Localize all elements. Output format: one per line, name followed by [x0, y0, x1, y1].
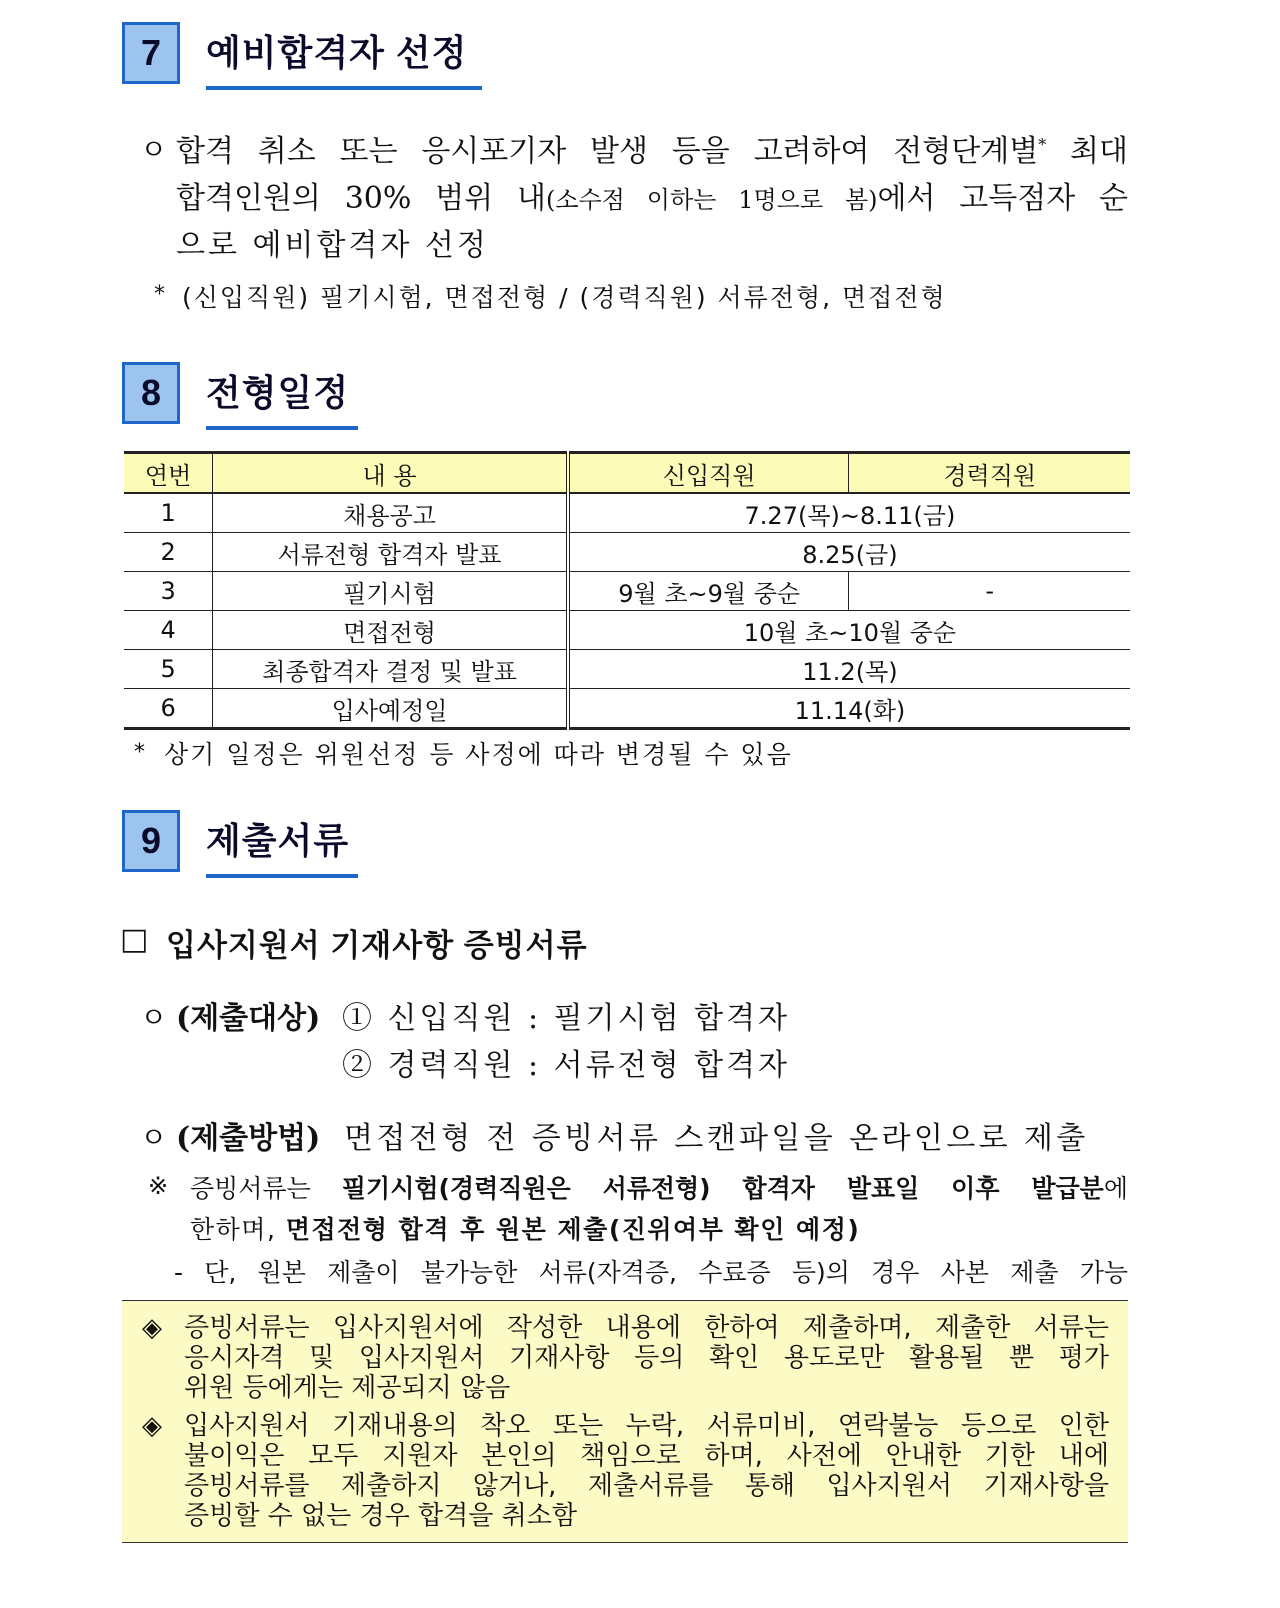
reference-line: [190, 1210, 860, 1246]
header-cell: 신입직원: [568, 453, 849, 494]
notice-line: 증빙할 수 없는 경우 합격을 취소함: [184, 1501, 577, 1531]
row-content: 면접전형: [213, 611, 568, 650]
section-number: 9: [122, 810, 180, 872]
table-row: [124, 689, 1130, 729]
emphasis: 필기시험(경력직원은 서류전형) 합격자 발표일 이후 발급분: [341, 1174, 1104, 1203]
row-content: 채용공고: [213, 493, 568, 533]
row-content: 입사예정일: [213, 689, 568, 729]
text: 최대: [1070, 134, 1128, 169]
text: 합격 취소 또는 응시포기자 발생 등을 고려하여 전형단계별: [176, 134, 1039, 169]
row-number: 3: [124, 572, 213, 611]
header-cell: 경력직원: [849, 453, 1130, 494]
emphasis: 면접전형 합격 후 원본 제출(진위여부 확인 예정): [285, 1215, 861, 1244]
header-cell: 연번: [124, 453, 213, 494]
row-number: 5: [124, 650, 213, 689]
table-row: [124, 611, 1130, 650]
bullet-circle: ㅇ: [140, 1001, 168, 1034]
method-text: 면접전형 전 증빙서류 스캔파일을 온라인으로 제출: [344, 1121, 1089, 1156]
notice-line: 위원 등에게는 제공되지 않음: [184, 1373, 511, 1403]
row-schedule: 10월 초~10월 중순: [568, 611, 1130, 650]
subheading-mark: □: [120, 922, 149, 957]
row-content: 최종합격자 결정 및 발표: [213, 650, 568, 689]
section-title: 예비합격자 선정: [206, 32, 468, 73]
row-schedule: 11.2(목): [568, 650, 1130, 689]
text: 합격인원의 30% 범위 내: [176, 181, 546, 216]
paragraph-line: [176, 173, 1128, 217]
note-text: (신입직원) 필기시험, 면접전형 / (경력직원) 서류전형, 면접전형: [182, 283, 947, 312]
text: (소수점 이하는 1명으로 봄): [545, 186, 878, 214]
notice-text: [184, 1313, 1109, 1403]
paragraph-line: [176, 126, 1128, 170]
row-number: 6: [124, 689, 213, 729]
reference-mark: ※: [148, 1172, 169, 1200]
diamond-icon: ◈: [142, 1411, 162, 1441]
table-header-row: [124, 453, 1130, 494]
title-underline: [206, 426, 358, 430]
schedule-table: [124, 451, 1130, 730]
method-label: (제출방법): [176, 1121, 321, 1156]
note-mark: *: [134, 740, 145, 765]
footnote-mark: *: [1038, 135, 1047, 154]
text: 에서 고득점자 순: [877, 181, 1128, 216]
row-number: 4: [124, 611, 213, 650]
target-item: ① 신입직원 : 필기시험 합격자: [342, 1001, 791, 1036]
table-row: [124, 572, 1130, 611]
paragraph-line: 으로 예비합격자 선정: [176, 228, 489, 263]
header-cell: 내 용: [213, 453, 568, 494]
diamond-icon: ◈: [142, 1313, 162, 1343]
row-schedule: 8.25(금): [568, 533, 1130, 572]
note-mark: *: [154, 282, 165, 307]
notice-line: 불이익은 모두 지원자 본인의 책임으로 하며, 사전에 안내한 기한 내에: [184, 1441, 1109, 1471]
section-number: 7: [122, 22, 180, 84]
row-schedule-new: 9월 초~9월 중순: [568, 572, 849, 611]
note-text: 상기 일정은 위원선정 등 사정에 따라 변경될 수 있음: [164, 740, 793, 769]
target-item: ② 경력직원 : 서류전형 합격자: [342, 1048, 791, 1083]
row-schedule: 11.14(화): [568, 689, 1130, 729]
notice-line: 응시자격 및 입사지원서 기재사항 등의 확인 용도로만 활용될 뿐 평가: [184, 1343, 1109, 1373]
bullet-circle: ㅇ: [140, 1121, 168, 1154]
notice-line: 증빙서류는 입사지원서에 작성한 내용에 한하여 제출하며, 제출한 서류는: [184, 1313, 1109, 1343]
notice-line: 입사지원서 기재내용의 착오 또는 누락, 서류미비, 연락불능 등으로 인한: [184, 1411, 1109, 1441]
notice-line: 증빙서류를 제출하지 않거나, 제출서류를 통해 입사지원서 기재사항을: [184, 1471, 1109, 1501]
title-underline: [206, 86, 482, 90]
section-title: 제출서류: [206, 820, 350, 861]
section-title: 전형일정: [206, 372, 350, 413]
row-content: 필기시험: [213, 572, 568, 611]
row-number: 2: [124, 533, 213, 572]
text: 한하며,: [190, 1215, 277, 1244]
section-9-header: [122, 810, 542, 878]
text: 증빙서류는: [190, 1174, 311, 1203]
reference-line: [190, 1169, 1128, 1205]
title-underline: [206, 874, 358, 878]
section-8-header: [122, 362, 542, 430]
row-number: 1: [124, 493, 213, 533]
row-schedule: 7.27(목)~8.11(금): [568, 493, 1130, 533]
row-content: 서류전형 합격자 발표: [213, 533, 568, 572]
text: 에: [1103, 1174, 1128, 1203]
notice-box: [122, 1300, 1128, 1543]
table-row: [124, 493, 1130, 533]
bullet-circle: ㅇ: [140, 133, 168, 166]
row-schedule-career: -: [849, 572, 1130, 611]
section-number: 8: [122, 362, 180, 424]
table-row: [124, 533, 1130, 572]
subheading: 입사지원서 기재사항 증빙서류: [166, 928, 588, 963]
target-label: (제출대상): [176, 1001, 321, 1036]
notice-text: [184, 1411, 1109, 1531]
dash-line: - 단, 원본 제출이 불가능한 서류(자격증, 수료증 등)의 경우 사본 제출 가능: [174, 1258, 1128, 1287]
section-7-header: [122, 22, 542, 90]
table-row: [124, 650, 1130, 689]
